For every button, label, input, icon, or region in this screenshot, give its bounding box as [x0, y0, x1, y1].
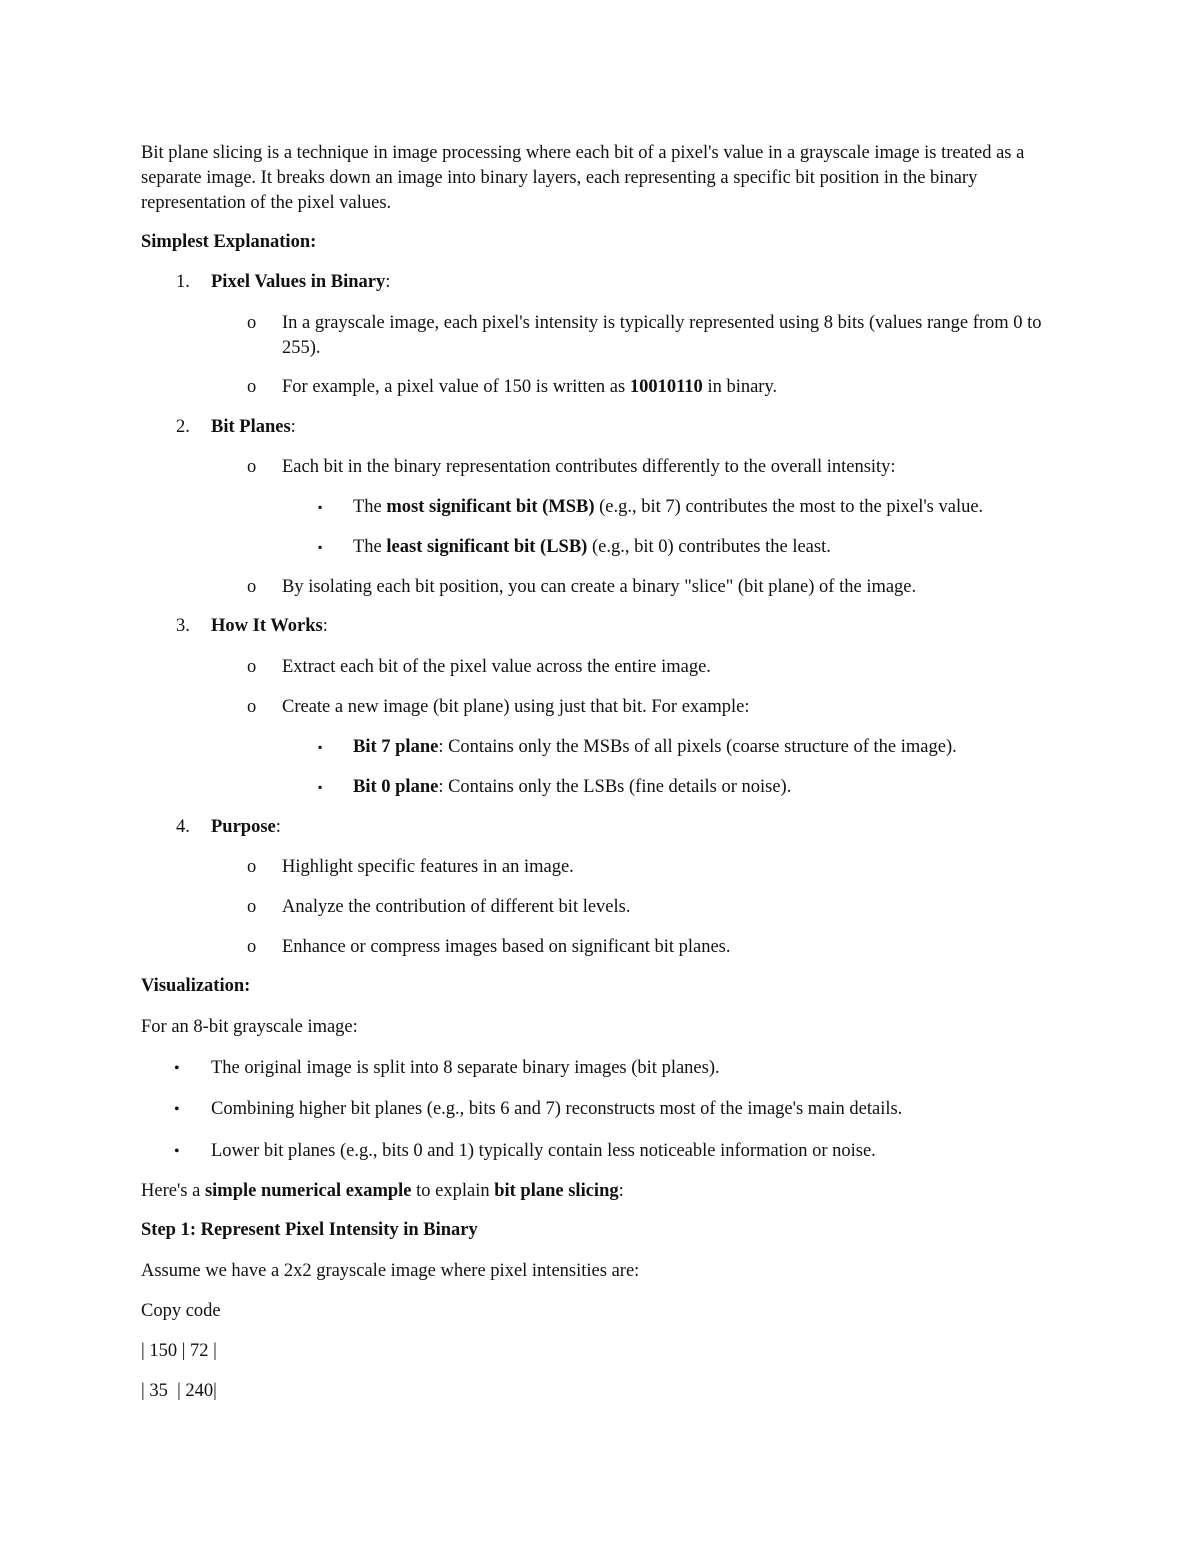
list-number: 4.: [176, 817, 190, 837]
list-item: Combining higher bit planes (e.g., bits 6 and 7) reconstructs most of the image's main details.: [211, 1099, 903, 1119]
list-number: 3.: [176, 616, 190, 636]
circle-bullet: o: [247, 377, 257, 397]
list-item: Extract each bit of the pixel value across the entire image.: [282, 657, 711, 677]
list-item-title: Bit Planes:: [211, 417, 296, 437]
square-bullet: ▪: [318, 540, 323, 554]
circle-bullet: o: [247, 697, 257, 717]
step-text: Assume we have a 2x2 grayscale image where pixel intensities are:: [141, 1261, 640, 1281]
disc-bullet: •: [174, 1143, 180, 1160]
list-item: Each bit in the binary representation contributes differently to the overall intensity:: [282, 457, 896, 477]
square-bullet: ▪: [318, 500, 323, 514]
list-item: The original image is split into 8 separate binary images (bit planes).: [211, 1058, 720, 1078]
matrix-row: | 35 | 240|: [141, 1381, 217, 1401]
circle-bullet: o: [247, 577, 257, 597]
list-item: The most significant bit (MSB) (e.g., bit 7) contributes the most to the pixel's value.: [353, 497, 984, 517]
visualization-lead: For an 8-bit grayscale image:: [141, 1017, 358, 1037]
list-item: Bit 7 plane: Contains only the MSBs of all pixels (coarse structure of the image).: [353, 737, 957, 757]
list-item: The least significant bit (LSB) (e.g., bit 0) contributes the least.: [353, 537, 831, 557]
section-heading-simplest: Simplest Explanation:: [141, 232, 317, 252]
section-heading-visualization: Visualization:: [141, 976, 251, 996]
list-item: Enhance or compress images based on significant bit planes.: [282, 937, 731, 957]
list-item: Bit 0 plane: Contains only the LSBs (fine details or noise).: [353, 777, 792, 797]
copy-code-label[interactable]: Copy code: [141, 1301, 221, 1321]
list-item: Create a new image (bit plane) using just that bit. For example:: [282, 697, 750, 717]
list-item-title: Pixel Values in Binary:: [211, 272, 391, 292]
disc-bullet: •: [174, 1060, 180, 1077]
step-heading: Step 1: Represent Pixel Intensity in Binary: [141, 1220, 478, 1240]
circle-bullet: o: [247, 937, 257, 957]
list-item: By isolating each bit position, you can create a binary "slice" (bit plane) of the image.: [282, 577, 917, 597]
list-item-title: How It Works:: [211, 616, 328, 636]
example-intro: Here's a simple numerical example to explain bit plane slicing:: [141, 1181, 624, 1201]
circle-bullet: o: [247, 457, 257, 477]
square-bullet: ▪: [318, 780, 323, 794]
list-item: Highlight specific features in an image.: [282, 857, 574, 877]
circle-bullet: o: [247, 897, 257, 917]
circle-bullet: o: [247, 657, 257, 677]
list-number: 1.: [176, 272, 190, 292]
circle-bullet: o: [247, 313, 257, 333]
list-number: 2.: [176, 417, 190, 437]
square-bullet: ▪: [318, 740, 323, 754]
list-item: For example, a pixel value of 150 is written as 10010110 in binary.: [282, 377, 778, 397]
list-item-title: Purpose:: [211, 817, 281, 837]
list-item: Analyze the contribution of different bit levels.: [282, 897, 631, 917]
list-item: In a grayscale image, each pixel's intensity is typically represented using 8 bits (values range from 0 to 255).: [282, 313, 1042, 358]
list-item: Lower bit planes (e.g., bits 0 and 1) typically contain less noticeable information or noise.: [211, 1141, 876, 1161]
matrix-row: | 150 | 72 |: [141, 1341, 217, 1361]
intro-paragraph: Bit plane slicing is a technique in image processing where each bit of a pixel's value in a grayscale image is treated as a separate image. It breaks down an image into binary layers, each representing a specific bit position in the binary representation of the pixel values.: [141, 143, 1025, 213]
disc-bullet: •: [174, 1101, 180, 1118]
circle-bullet: o: [247, 857, 257, 877]
